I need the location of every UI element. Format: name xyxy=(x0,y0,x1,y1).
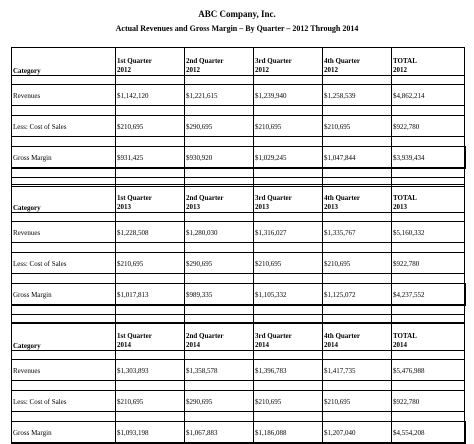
row-label: Revenues xyxy=(12,85,116,106)
header-q3: 3rd Quarter 2013 xyxy=(254,185,323,213)
cell-value: $1,228,508 xyxy=(116,222,185,243)
cell-value: $1,047,844 xyxy=(323,147,392,169)
cell-value: $1,358,578 xyxy=(185,360,254,381)
row-label: Gross Margin xyxy=(12,422,116,444)
cell-value: $1,280,030 xyxy=(185,222,254,243)
table-row xyxy=(12,147,465,169)
revenue-table-2012 xyxy=(11,47,466,187)
revenue-table-2014 xyxy=(11,322,466,444)
row-label: Revenues xyxy=(12,360,116,381)
row-label: Revenues xyxy=(12,222,116,243)
cell-value: $1,335,767 xyxy=(323,222,392,243)
spacer-row xyxy=(12,274,465,284)
cell-value: $210,695 xyxy=(323,391,392,412)
cell-value: $290,695 xyxy=(185,116,254,137)
cell-value: $210,695 xyxy=(323,116,392,137)
header-q2: 2nd Quarter 2013 xyxy=(185,185,254,213)
cell-value: $1,258,539 xyxy=(323,85,392,106)
cell-value: $1,207,040 xyxy=(323,422,392,444)
cell-value: $922,780 xyxy=(392,116,465,137)
cell-value: $1,093,198 xyxy=(116,422,185,444)
table-row xyxy=(12,85,465,106)
cell-value: $1,303,893 xyxy=(116,360,185,381)
cell-value: $5,476,988 xyxy=(392,360,465,381)
cell-value: $1,125,072 xyxy=(323,284,392,306)
table-row xyxy=(12,116,465,137)
cell-value: $1,142,120 xyxy=(116,85,185,106)
spacer-row xyxy=(12,76,465,85)
row-label: Gross Margin xyxy=(12,147,116,169)
header-total: TOTAL 2013 xyxy=(392,185,465,213)
header-q1: 1st Quarter 2012 xyxy=(116,48,185,76)
cell-value: $210,695 xyxy=(116,391,185,412)
company-name: ABC Company, Inc. xyxy=(198,9,276,19)
cell-value: $4,862,214 xyxy=(392,85,465,106)
cell-value: $1,316,027 xyxy=(254,222,323,243)
row-label: Gross Margin xyxy=(12,284,116,306)
header-category: Category xyxy=(12,323,116,351)
header-category: Category xyxy=(12,48,116,76)
header-q3: 3rd Quarter 2012 xyxy=(254,48,323,76)
header-q1: 1st Quarter 2013 xyxy=(116,185,185,213)
cell-value: $210,695 xyxy=(116,253,185,274)
spacer-row xyxy=(12,305,465,315)
header-q2: 2nd Quarter 2012 xyxy=(185,48,254,76)
cell-value: $210,695 xyxy=(323,253,392,274)
spacer-row xyxy=(12,137,465,147)
cell-value: $1,221,615 xyxy=(185,85,254,106)
table-row xyxy=(12,253,465,274)
revenue-table-2013 xyxy=(11,184,466,324)
spacer-row xyxy=(12,106,465,116)
cell-value: $210,695 xyxy=(254,116,323,137)
table-row xyxy=(12,422,465,444)
row-label: Less: Cost of Sales xyxy=(12,391,116,412)
header-q1: 1st Quarter 2014 xyxy=(116,323,185,351)
cell-value: $210,695 xyxy=(116,116,185,137)
cell-value: $4,554,208 xyxy=(392,422,465,444)
header-q4: 4th Quarter 2013 xyxy=(323,185,392,213)
header-q2: 2nd Quarter 2014 xyxy=(185,323,254,351)
cell-value: $290,695 xyxy=(185,253,254,274)
report-subtitle: Actual Revenues and Gross Margin – By Quarter – 2012 Through 2014 xyxy=(115,24,359,33)
header-q4: 4th Quarter 2012 xyxy=(323,48,392,76)
cell-value: $922,780 xyxy=(392,391,465,412)
spacer-row xyxy=(12,351,465,360)
cell-value: $1,105,332 xyxy=(254,284,323,306)
header-total: TOTAL 2014 xyxy=(392,323,465,351)
cell-value: $5,160,332 xyxy=(392,222,465,243)
table-row xyxy=(12,222,465,243)
header-q3: 3rd Quarter 2014 xyxy=(254,323,323,351)
cell-value: $1,239,940 xyxy=(254,85,323,106)
cell-value: $1,417,735 xyxy=(323,360,392,381)
cell-value: $931,425 xyxy=(116,147,185,169)
cell-value: $1,186,088 xyxy=(254,422,323,444)
cell-value: $3,939,434 xyxy=(392,147,465,169)
table-header-row xyxy=(12,323,465,351)
spacer-row xyxy=(12,243,465,253)
cell-value: $1,067,883 xyxy=(185,422,254,444)
spacer-row xyxy=(12,168,465,178)
row-label: Less: Cost of Sales xyxy=(12,253,116,274)
cell-value: $210,695 xyxy=(254,253,323,274)
cell-value: $1,396,783 xyxy=(254,360,323,381)
cell-value: $1,017,813 xyxy=(116,284,185,306)
spacer-row xyxy=(12,381,465,391)
table-row xyxy=(12,284,465,306)
table-header-row xyxy=(12,48,465,76)
header-category: Category xyxy=(12,185,116,213)
cell-value: $922,780 xyxy=(392,253,465,274)
header-q4: 4th Quarter 2014 xyxy=(323,323,392,351)
cell-value: $930,920 xyxy=(185,147,254,169)
table-row xyxy=(12,360,465,381)
table-header-row xyxy=(12,185,465,213)
cell-value: $989,335 xyxy=(185,284,254,306)
cell-value: $4,237,552 xyxy=(392,284,465,306)
table-row xyxy=(12,391,465,412)
cell-value: $1,029,245 xyxy=(254,147,323,169)
row-label: Less: Cost of Sales xyxy=(12,116,116,137)
header-total: TOTAL 2012 xyxy=(392,48,465,76)
cell-value: $210,695 xyxy=(254,391,323,412)
cell-value: $290,695 xyxy=(185,391,254,412)
spacer-row xyxy=(12,213,465,222)
spacer-row xyxy=(12,412,465,422)
